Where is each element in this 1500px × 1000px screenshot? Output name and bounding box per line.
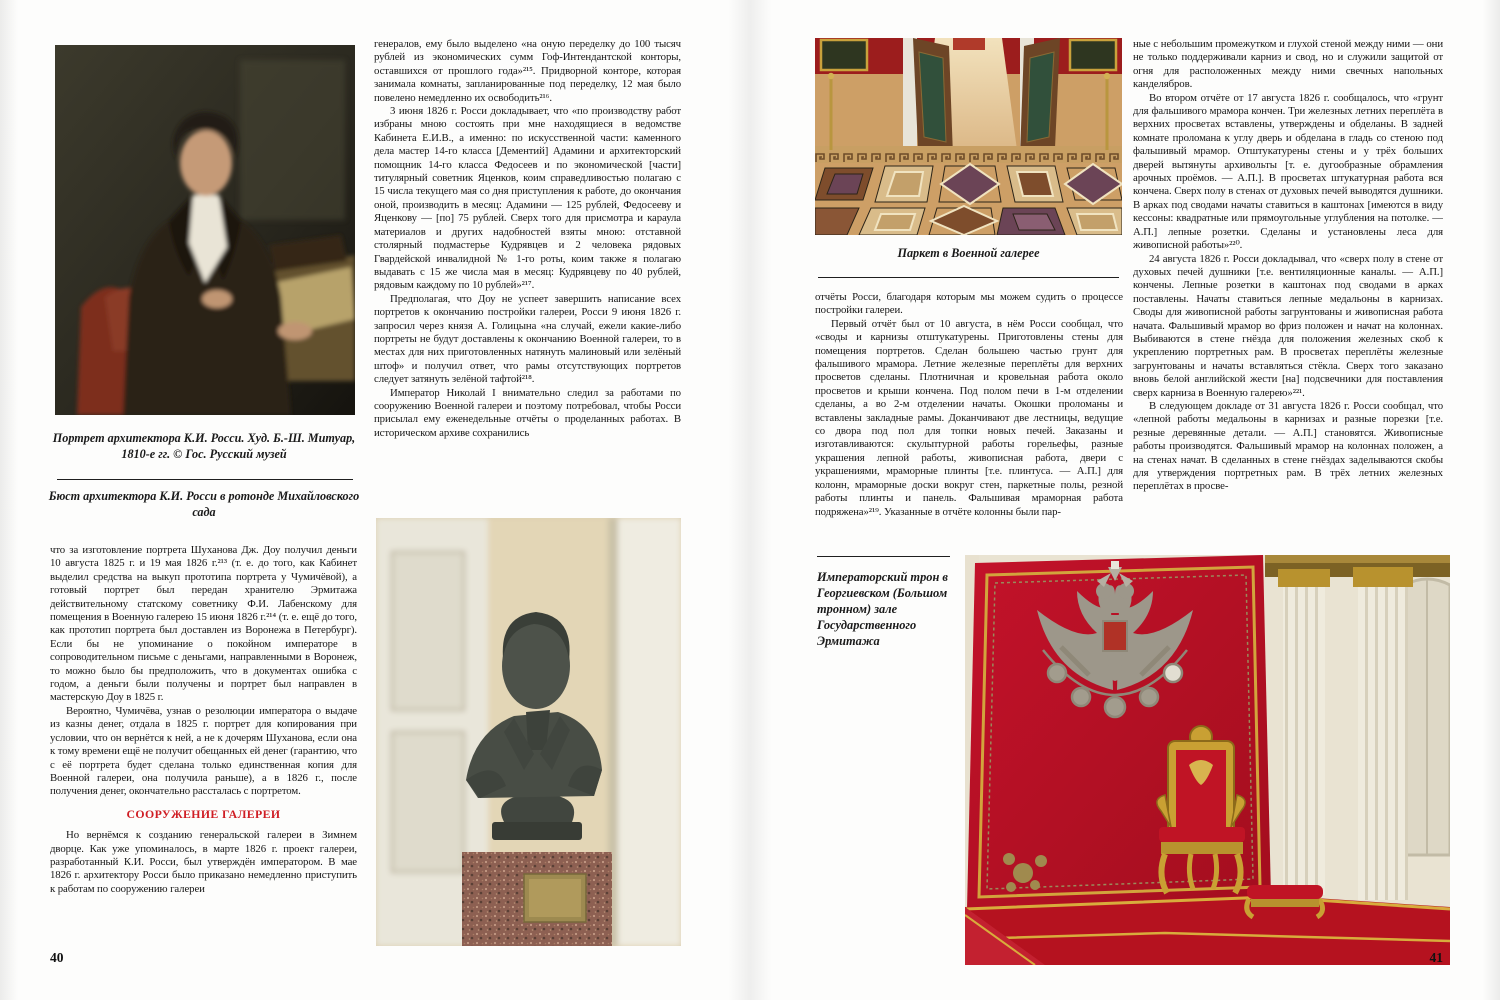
parquet-caption-rule [818,277,1119,278]
right-edge-shadow [1482,0,1500,1000]
red-dais-platform [965,895,1450,965]
paragraph: 3 июня 1826 г. Росси докладывает, что «по производству работ избраны мною состоять при мне находящиеся в ведомстве Кабинета Е.И.В., а именно: по искусственной части: каменного дела мастер 14-го класса [Дементий] Адамини и архитекторский помощник 14-го класса Федосеев и по экономической [части] титулярный советник Яценков, коим справедливостью полагаю с 15 числа текущего мая со дня приступления к работе, до окончания оной, производить в месяц: Адамини — 125 рублей, Федосееву и Яценкову — [по] 75 рублей. Сверх того для присмотра и караула материалов и других надобностей взяты мною: отставной столярный подмастерье Кудрявцев и 2 человека рядовых Гвардейской инвалидной № 1-го роты, коим также я полагаю выдавать с 15 же числа мая в месяц: Кудрявцеву по 40 рублей, рядовым каждому по 10 рублей»²¹⁷. [374,105,681,292]
parquet-gallery-photo [815,38,1122,235]
paragraph: ные с небольшим промежутком и глухой стеной между ними — они не только поддерживали карниз и свод, но и служили защитой от огня для расположенных между ними свечных напольных канделябров. [1133,38,1443,91]
rossi-bust-photo [376,518,681,946]
page-number-left: 40 [50,950,64,965]
left-page-column-2 [374,38,681,516]
paragraph: Предполагая, что Доу не успеет завершить написание всех портретов к окончанию постройки галереи, Росси 9 июня 1826 г. запросил через князя А. Голицына «на случай, ежели какие-либо портреты не будут доставлены к окончанию Военной галереи, то в местах для них приготовленных натянуть малиновый или зелёный штоф» и получил ответ, что рамы отсутствующих портретов следует затянуть зелёной тафтой²¹⁸. [374,292,681,386]
paragraph: Но вернёмся к созданию генеральской галереи в Зимнем дворце. Как уже упоминалось, в марте 1826 г. проект галереи, разработанный К.И. Росси, был утверждён императором. В мае 1826 г. архитектору Росси было приказано немедленно приступить к работам по сооружению галереи [50,829,357,895]
section-heading: СООРУЖЕНИЕ ГАЛЕРЕИ [126,806,281,821]
paragraph: генералов, ему было выделено «на оную переделку до 100 тысяч рублей из экономических сумм Гоф-Интендантской конторы, оставшихся от прошлого года»²¹⁵. Придворной конторе, которая занимала комнаты, запланированные под переделку, 12 мая было повелено немедленно их освободить²¹⁶. [374,38,681,104]
paragraph: Вероятно, Чумичёва, узнав о резолюции императора о выдаче из казны денег, отдала в 1825 г. портрет для копирования при условии, что он вернётся к ней, а не к дочерям Шуханова, если она к тому времени ещё не получит обещанных ей денег (гарантию, что с её портрета будет сделана только единственная копия для Военной галереи, она получила раньше), а в 1826 г., после получения денег, окончательно рассталась с портретом. [50,704,357,798]
parquet-caption: Паркет в Военной галерее [897,246,1040,260]
paragraph: Первый отчёт был от 10 августа, в нём Росси сообщал, что «своды и карнизы отштукатурены. Приготовлены стены для помещения портретов. Сделан большею частью грунт для фальшивого мрамора. Летние железные переплёты для верхних просветов сделаны. Плотничная и кровельная работа около просветов и крыши кончена. Под полом печи в 1-м отделении сделаны, а во 2-м отделении начаты. Окошки проломаны и вставлены закладные рамы. Доканчивают две лестницы, ведущие со двора под пол для топки новых печей. Заказаны и изготавливаются: скульптурной работы горельефы, разные украшения лепной работы, живописная работа, двери с украшениями, мраморные плинты [т.е. плинтуса. — А.П.] для колонн, мраморные доски вокруг стен, паркетные полы, резной работы плинты и панель. Фальшивая мраморная работа подряжена»²¹⁹. Указанные в отчёте колонны были пар- [815,317,1123,518]
portrait-caption: Портрет архитектора К.И. Росси. Худ. Б.-Ш. Митуар, 1810-е гг. © Гос. Русский музей [52,431,356,461]
rossi-portrait-painting-photo [55,45,355,415]
page-number-right: 41 [1429,950,1443,965]
caption-divider-rule [57,479,353,480]
paragraph: В следующем докладе от 31 августа 1826 г. Росси сообщал, что «лепной работы медальоны в карнизах и разные порезки [т.е. резные деревянные детали. — А.П.] становятся. Живописные работы производятся. Фальшивый мрамор на колоннах положен, а на стенах начат. В сделанных в стене гнёздах заделываются скобы для утверждения портретных рам. В трёх летних железных переплётах в просве- [1133,399,1443,493]
paragraph: Император Николай I внимательно следил за работами по сооружению Военной галереи и поэтому потребовал, чтобы Росси присылал ему еженедельные отчёты о проделанных работах. В историческом архиве сохранились [374,386,681,439]
paragraph: Во втором отчёте от 17 августа 1826 г. сообщалось, что «грунт для фальшивого мрамора кончен. Три железных летних переплёта в верхних просветах вставлены, утверждены и обделаны. В задней комнате проломана к углу дверь и обделана в гладь со стеною под фальшивый мрамор. Отштукатурены стены и у трёх больших дверей вытянуты архивольты [т. е. дугообразные обрамления арочных проёмов. — А.П.]. В просветах штукатурная работа вся кончена. Сверх полу в стенах от духовых печей выводятся душники. В арках под сводами начаты ставиться в каштонах [имеются в виду кессоны: квадратные или прямоугольные углубления на потолке. — А.П.] лепные розетки. Сделаны и установлены леса для живописной работы»²²⁰. [1133,91,1443,252]
paragraph: отчёты Росси, благодаря которым мы можем судить о процессе постройки галереи. [815,291,1123,317]
page-gutter-shadow [728,0,772,1000]
left-edge-shadow [0,0,18,1000]
right-page-column-2 [1133,38,1443,550]
imperial-throne-photo [965,555,1450,965]
right-page-column-1 [815,291,1123,543]
throne-caption: Императорский трон в Георгиевском (Большом тронном) зале Государственного Эрмитажа [817,570,948,648]
throne-caption-rule [817,556,950,557]
bust-caption: Бюст архитектора К.И. Росси в ротонде Михайловского сада [48,489,360,519]
paragraph: 24 августа 1826 г. Росси докладывал, что «сверх полу в стене от духовых печей душники [т.е. вентиляционные каналы. — А.П.] кончены. Лепные розетки в каштонах под сводами в арках поставлены. Начаты ставиться лепные медальоны в карнизах. Своды для живописной работы загрунтованы и живописная работа начата. Фальшивый мрамор во фриз положен и начат на колоннах. Выбиваются в стене гнёзда для положения железных скоб к укреплению портретных рам. В просветах переплёты железные загрунтованы и начаты вставляться стёкла. Сверх того заказано вновь белой английской жести [на] подсвечники для поставления сверх карниза в Военную галерею»²²¹. [1133,252,1443,399]
paragraph: что за изготовление портрета Шуханова Дж. Доу получил деньги 10 августа 1825 г. и 19 мая 1826 г.²¹³ (т. е. до того, как Кабинет выделил средства на выкуп прототипа портрета у Чумичёвой), а готовый портрет был передан хранителю Эрмитажа действительному статскому советнику Ф.И. Лабенскому для помещения в Военную галерею 15 июня 1826 г.²¹⁴ (т. е. ещё до того, как прототип портрета был доставлен из Воронежа в Петербург). Если бы не упоминание о покойном императоре в сопроводительном письме с деньгами, направленными в Воронеж, то можно было бы предположить, что в документах ошибка с годом, а деньги были получены и портрет был направлен в мастерскую Доу в 1825 г. [50,544,357,704]
left-page-column-1 [50,544,357,968]
